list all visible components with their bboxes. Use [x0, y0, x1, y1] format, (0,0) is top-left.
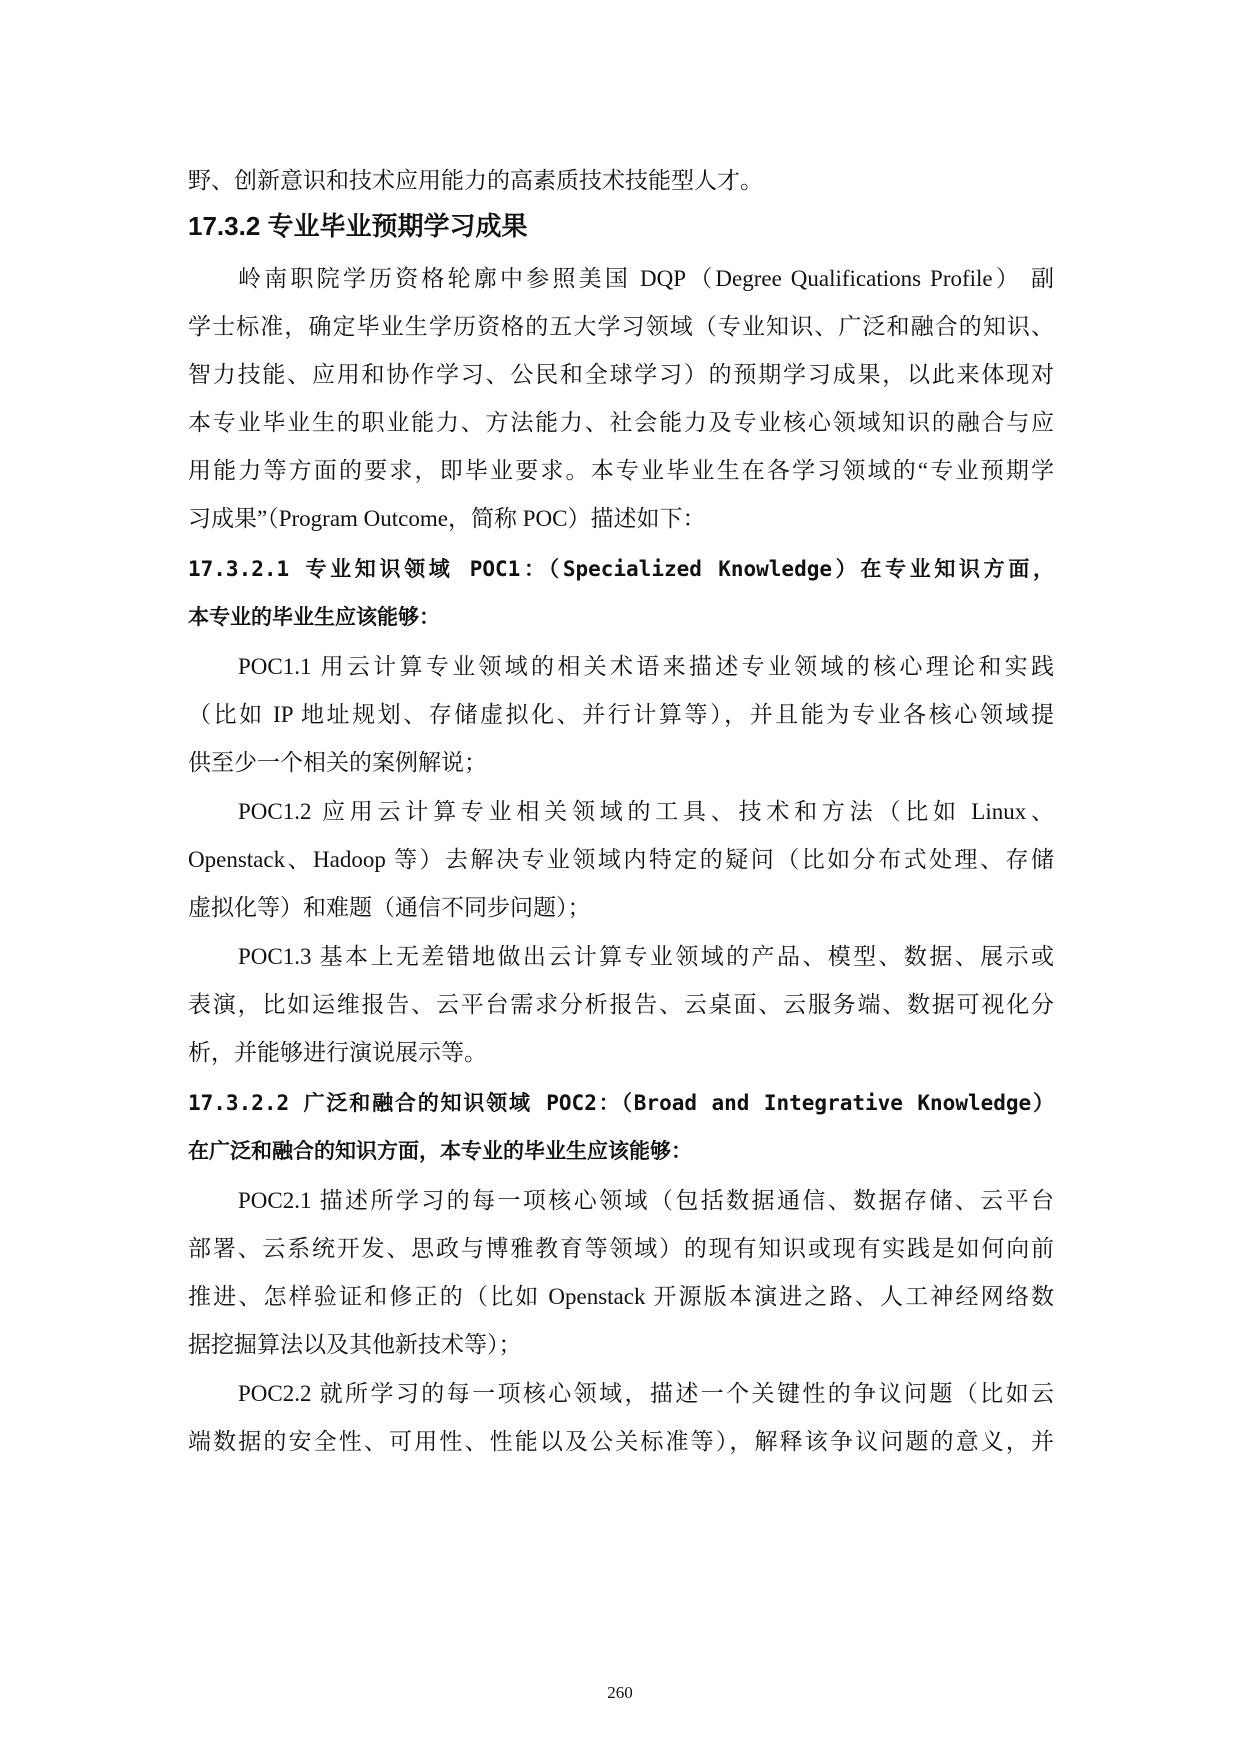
subsection-heading-17-3-2-2-cont: 在广泛和融合的知识方面，本专业的毕业生应该能够：	[188, 1139, 692, 1163]
paragraph-line: POC1.1 用云计算专业领域的相关术语来描述专业领域的核心理论和实践	[238, 654, 1054, 679]
paragraph-line: POC2.2 就所学习的每一项核心领域，描述一个关键性的争议问题（比如云	[238, 1381, 1054, 1406]
subsection-heading-17-3-2-1: 17.3.2.1 专业知识领域 POC1：（Specialized Knowledge）在专业知识方面，	[188, 557, 1054, 581]
section-heading-17-3-2: 17.3.2 专业毕业预期学习成果	[188, 211, 528, 241]
paragraph-line: 推进、怎样验证和修正的（比如 Openstack 开源版本演进之路、人工神经网络数	[188, 1284, 1054, 1309]
paragraph-line: 智力技能、应用和协作学习、公民和全球学习）的预期学习成果，以此来体现对	[188, 362, 1054, 387]
paragraph-line: 学士标准，确定毕业生学历资格的五大学习领域（专业知识、广泛和融合的知识、	[188, 314, 1054, 339]
paragraph-line: Openstack、Hadoop 等）去解决专业领域内特定的疑问（比如分布式处理、存储	[188, 847, 1054, 872]
paragraph-line: 虚拟化等）和难题（通信不同步问题）；	[188, 895, 591, 920]
paragraph-line: 端数据的安全性、可用性、性能以及公关标准等），解释该争议问题的意义，并	[188, 1429, 1054, 1454]
paragraph-line: 用能力等方面的要求，即毕业要求。本专业毕业生在各学习领域的“专业预期学	[188, 458, 1054, 483]
paragraph-line: POC1.2 应用云计算专业相关领域的工具、技术和方法（比如 Linux、	[238, 799, 1054, 824]
paragraph-line: 据挖掘算法以及其他新技术等）；	[188, 1332, 522, 1357]
paragraph-line: 供至少一个相关的案例解说；	[188, 750, 487, 775]
paragraph-line: 部署、云系统开发、思政与博雅教育等领域）的现有知识或现有实践是如何向前	[188, 1236, 1054, 1261]
subsection-heading-17-3-2-2: 17.3.2.2 广泛和融合的知识领域 POC2：（Broad and Integrative Knowledge）	[188, 1091, 1054, 1115]
paragraph-line: 习成果”（Program Outcome，简称 POC）描述如下：	[188, 506, 706, 531]
subsection-heading-17-3-2-1-cont: 本专业的毕业生应该能够：	[188, 605, 440, 629]
paragraph-line: 野、创新意识和技术应用能力的高素质技术技能型人才。	[188, 168, 763, 193]
paragraph-line: 表演，比如运维报告、云平台需求分析报告、云桌面、云服务端、数据可视化分	[188, 992, 1054, 1017]
paragraph-line: POC2.1 描述所学习的每一项核心领域（包括数据通信、数据存储、云平台	[238, 1188, 1054, 1213]
page-number: 260	[607, 1683, 633, 1702]
paragraph-line: 析，并能够进行演说展示等。	[188, 1040, 487, 1065]
paragraph-line: 本专业毕业生的职业能力、方法能力、社会能力及专业核心领域知识的融合与应	[188, 410, 1054, 435]
paragraph-line: （比如 IP 地址规划、存储虚拟化、并行计算等），并且能为专业各核心领域提	[188, 702, 1054, 727]
paragraph-line: 岭南职院学历资格轮廓中参照美国 DQP（Degree Qualifications Profile） 副	[238, 266, 1054, 291]
paragraph-line: POC1.3 基本上无差错地做出云计算专业领域的产品、模型、数据、展示或	[238, 944, 1054, 969]
